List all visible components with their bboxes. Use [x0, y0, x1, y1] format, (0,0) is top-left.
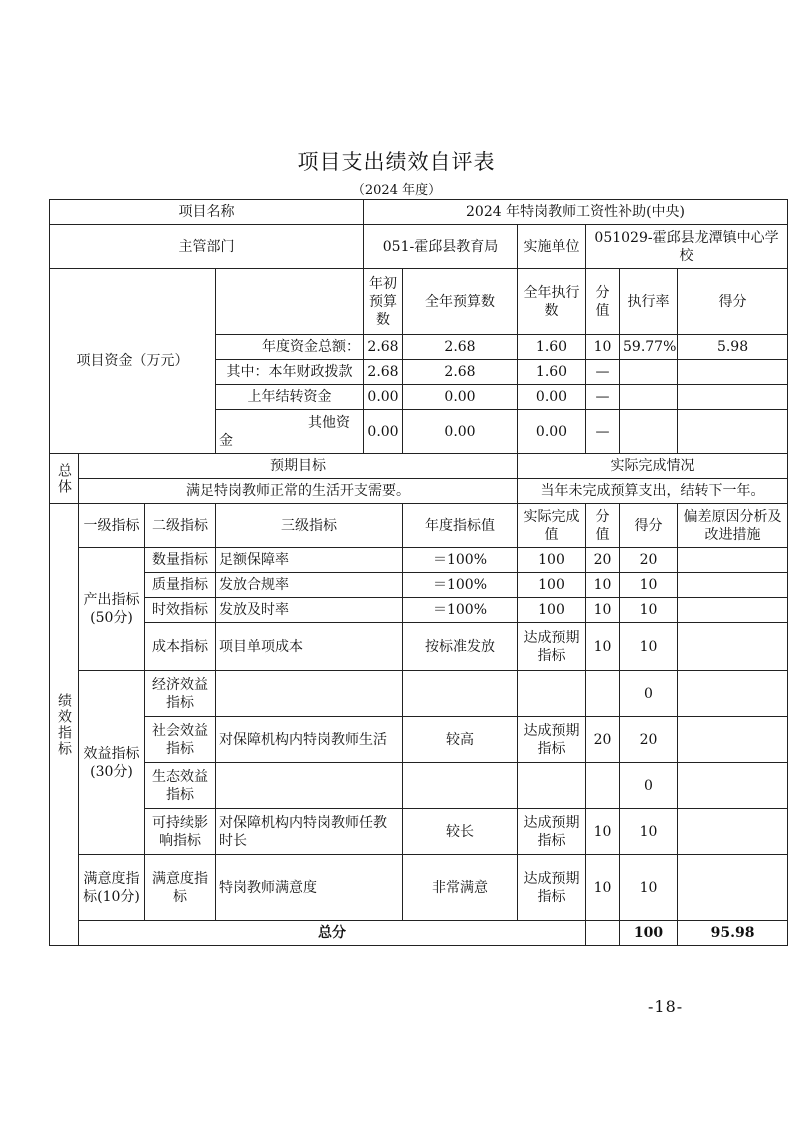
- score-cell: 20: [620, 717, 678, 763]
- funds-header-executed: 全年执行数: [518, 269, 586, 335]
- level2-cell: 满意度指标: [145, 855, 216, 921]
- funds-header-annual: 全年预算数: [403, 269, 518, 335]
- level3-cell: 对保障机构内特岗教师任教时长: [216, 809, 403, 855]
- level3-cell: 发放合规率: [216, 573, 403, 598]
- funds-row-annual: 2.68: [403, 335, 518, 360]
- funds-row-initial: 0.00: [364, 385, 403, 410]
- value-cell: 10: [586, 855, 620, 921]
- level3-cell: 项目单项成本: [216, 623, 403, 671]
- funds-row-value: —: [586, 385, 620, 410]
- note-cell: [678, 573, 788, 598]
- level3-cell: 发放及时率: [216, 598, 403, 623]
- total-actual: [586, 921, 620, 946]
- level3-cell: [216, 763, 403, 809]
- target-cell: 较高: [403, 717, 518, 763]
- expected-goal-header: 预期目标: [79, 454, 518, 479]
- funds-header-rate: 执行率: [620, 269, 678, 335]
- level2-cell: 生态效益指标: [145, 763, 216, 809]
- ind-header-level1: 一级指标: [79, 504, 145, 548]
- funds-row-rate: [620, 410, 678, 454]
- level2-cell: 可持续影响指标: [145, 809, 216, 855]
- project-name-label: 项目名称: [50, 200, 364, 225]
- note-cell: [678, 671, 788, 717]
- target-cell: [403, 763, 518, 809]
- funds-row-label: 其中：本年财政拨款: [216, 360, 364, 385]
- target-cell: ＝100%: [403, 598, 518, 623]
- level3-cell: 特岗教师满意度: [216, 855, 403, 921]
- level2-cell: 社会效益指标: [145, 717, 216, 763]
- actual-cell: 达成预期指标: [518, 809, 586, 855]
- ind-header-actual: 实际完成值: [518, 504, 586, 548]
- level1-benefit: 效益指标(30分): [79, 671, 145, 855]
- expected-goal-value: 满足特岗教师正常的生活开支需要。: [79, 479, 518, 504]
- note-cell: [678, 809, 788, 855]
- funds-row-score: [678, 410, 788, 454]
- funds-row-label-a: 其他资: [308, 414, 350, 431]
- funds-row-score: 5.98: [678, 335, 788, 360]
- funds-row-executed: 1.60: [518, 360, 586, 385]
- funds-row-rate: [620, 360, 678, 385]
- funds-row-annual: 0.00: [403, 410, 518, 454]
- performance-table: [49, 199, 788, 946]
- target-cell: 较长: [403, 809, 518, 855]
- total-label: 总分: [79, 921, 586, 946]
- funds-row-initial: 0.00: [364, 410, 403, 454]
- funds-row-executed: 0.00: [518, 410, 586, 454]
- funds-header-blank: [216, 269, 364, 335]
- note-cell: [678, 717, 788, 763]
- level1-satisfaction: 满意度指标(10分): [79, 855, 145, 921]
- funds-row-label-b: 金: [219, 432, 233, 449]
- target-cell: ＝100%: [403, 548, 518, 573]
- ind-header-target: 年度指标值: [403, 504, 518, 548]
- value-cell: 20: [586, 717, 620, 763]
- value-cell: [586, 763, 620, 809]
- note-cell: [678, 855, 788, 921]
- dept-value: 051-霍邱县教育局: [364, 225, 518, 269]
- impl-value: 051029-霍邱县龙潭镇中心学校: [586, 225, 788, 269]
- score-cell: 10: [620, 598, 678, 623]
- funds-row-rate: [620, 385, 678, 410]
- funds-row-executed: 0.00: [518, 385, 586, 410]
- value-cell: 20: [586, 548, 620, 573]
- page-title: 项目支出绩效自评表: [297, 150, 496, 174]
- target-cell: 按标准发放: [403, 623, 518, 671]
- actual-result-header: 实际完成情况: [518, 454, 788, 479]
- funds-header-score: 得分: [678, 269, 788, 335]
- total-score: 95.98: [678, 921, 788, 946]
- actual-cell: [518, 671, 586, 717]
- actual-cell: [518, 763, 586, 809]
- actual-cell: 100: [518, 573, 586, 598]
- funds-row-initial: 2.68: [364, 360, 403, 385]
- indicators-side-label: 绩效指标: [50, 504, 79, 946]
- actual-cell: 100: [518, 598, 586, 623]
- note-cell: [678, 623, 788, 671]
- level2-cell: 时效指标: [145, 598, 216, 623]
- funds-row-annual: 0.00: [403, 385, 518, 410]
- funds-header-value: 分值: [586, 269, 620, 335]
- ind-header-level3: 三级指标: [216, 504, 403, 548]
- level3-cell: 足额保障率: [216, 548, 403, 573]
- level1-output: 产出指标(50分): [79, 548, 145, 671]
- actual-cell: 100: [518, 548, 586, 573]
- funds-row-value: —: [586, 410, 620, 454]
- page-subtitle: （2024 年度）: [351, 183, 442, 198]
- value-cell: 10: [586, 623, 620, 671]
- score-cell: 10: [620, 573, 678, 598]
- value-cell: 10: [586, 809, 620, 855]
- score-cell: 10: [620, 809, 678, 855]
- funds-row-executed: 1.60: [518, 335, 586, 360]
- funds-label: 项目资金（万元）: [50, 269, 216, 454]
- value-cell: 10: [586, 573, 620, 598]
- funds-row-value: —: [586, 360, 620, 385]
- impl-label: 实施单位: [518, 225, 586, 269]
- ind-header-note: 偏差原因分析及改进措施: [678, 504, 788, 548]
- target-cell: [403, 671, 518, 717]
- ind-header-score: 得分: [620, 504, 678, 548]
- funds-header-initial: 年初预算数: [364, 269, 403, 335]
- funds-row-label: [216, 410, 364, 454]
- target-cell: ＝100%: [403, 573, 518, 598]
- funds-row-label: 年度资金总额：: [216, 335, 364, 360]
- actual-cell: 达成预期指标: [518, 623, 586, 671]
- level2-cell: 成本指标: [145, 623, 216, 671]
- score-cell: 0: [620, 763, 678, 809]
- note-cell: [678, 548, 788, 573]
- actual-result-value: 当年未完成预算支出，结转下一年。: [518, 479, 788, 504]
- funds-row-score: [678, 385, 788, 410]
- note-cell: [678, 763, 788, 809]
- level2-cell: 质量指标: [145, 573, 216, 598]
- level3-cell: [216, 671, 403, 717]
- funds-row-score: [678, 360, 788, 385]
- goals-side-label: 总体: [50, 454, 79, 504]
- value-cell: 10: [586, 598, 620, 623]
- score-cell: 10: [620, 855, 678, 921]
- funds-row-annual: 2.68: [403, 360, 518, 385]
- funds-row-label: 上年结转资金: [216, 385, 364, 410]
- score-cell: 0: [620, 671, 678, 717]
- target-cell: 非常满意: [403, 855, 518, 921]
- level2-cell: 经济效益指标: [145, 671, 216, 717]
- funds-row-value: 10: [586, 335, 620, 360]
- ind-header-level2: 二级指标: [145, 504, 216, 548]
- note-cell: [678, 598, 788, 623]
- funds-row-rate: 59.77%: [620, 335, 678, 360]
- level3-cell: 对保障机构内特岗教师生活: [216, 717, 403, 763]
- funds-row-initial: 2.68: [364, 335, 403, 360]
- level2-cell: 数量指标: [145, 548, 216, 573]
- actual-cell: 达成预期指标: [518, 717, 586, 763]
- score-cell: 10: [620, 623, 678, 671]
- actual-cell: 达成预期指标: [518, 855, 586, 921]
- total-value: 100: [620, 921, 678, 946]
- project-name-value: 2024 年特岗教师工资性补助(中央): [364, 200, 788, 225]
- value-cell: [586, 671, 620, 717]
- ind-header-value: 分值: [586, 504, 620, 548]
- page-number: -18-: [648, 997, 684, 1016]
- score-cell: 20: [620, 548, 678, 573]
- dept-label: 主管部门: [50, 225, 364, 269]
